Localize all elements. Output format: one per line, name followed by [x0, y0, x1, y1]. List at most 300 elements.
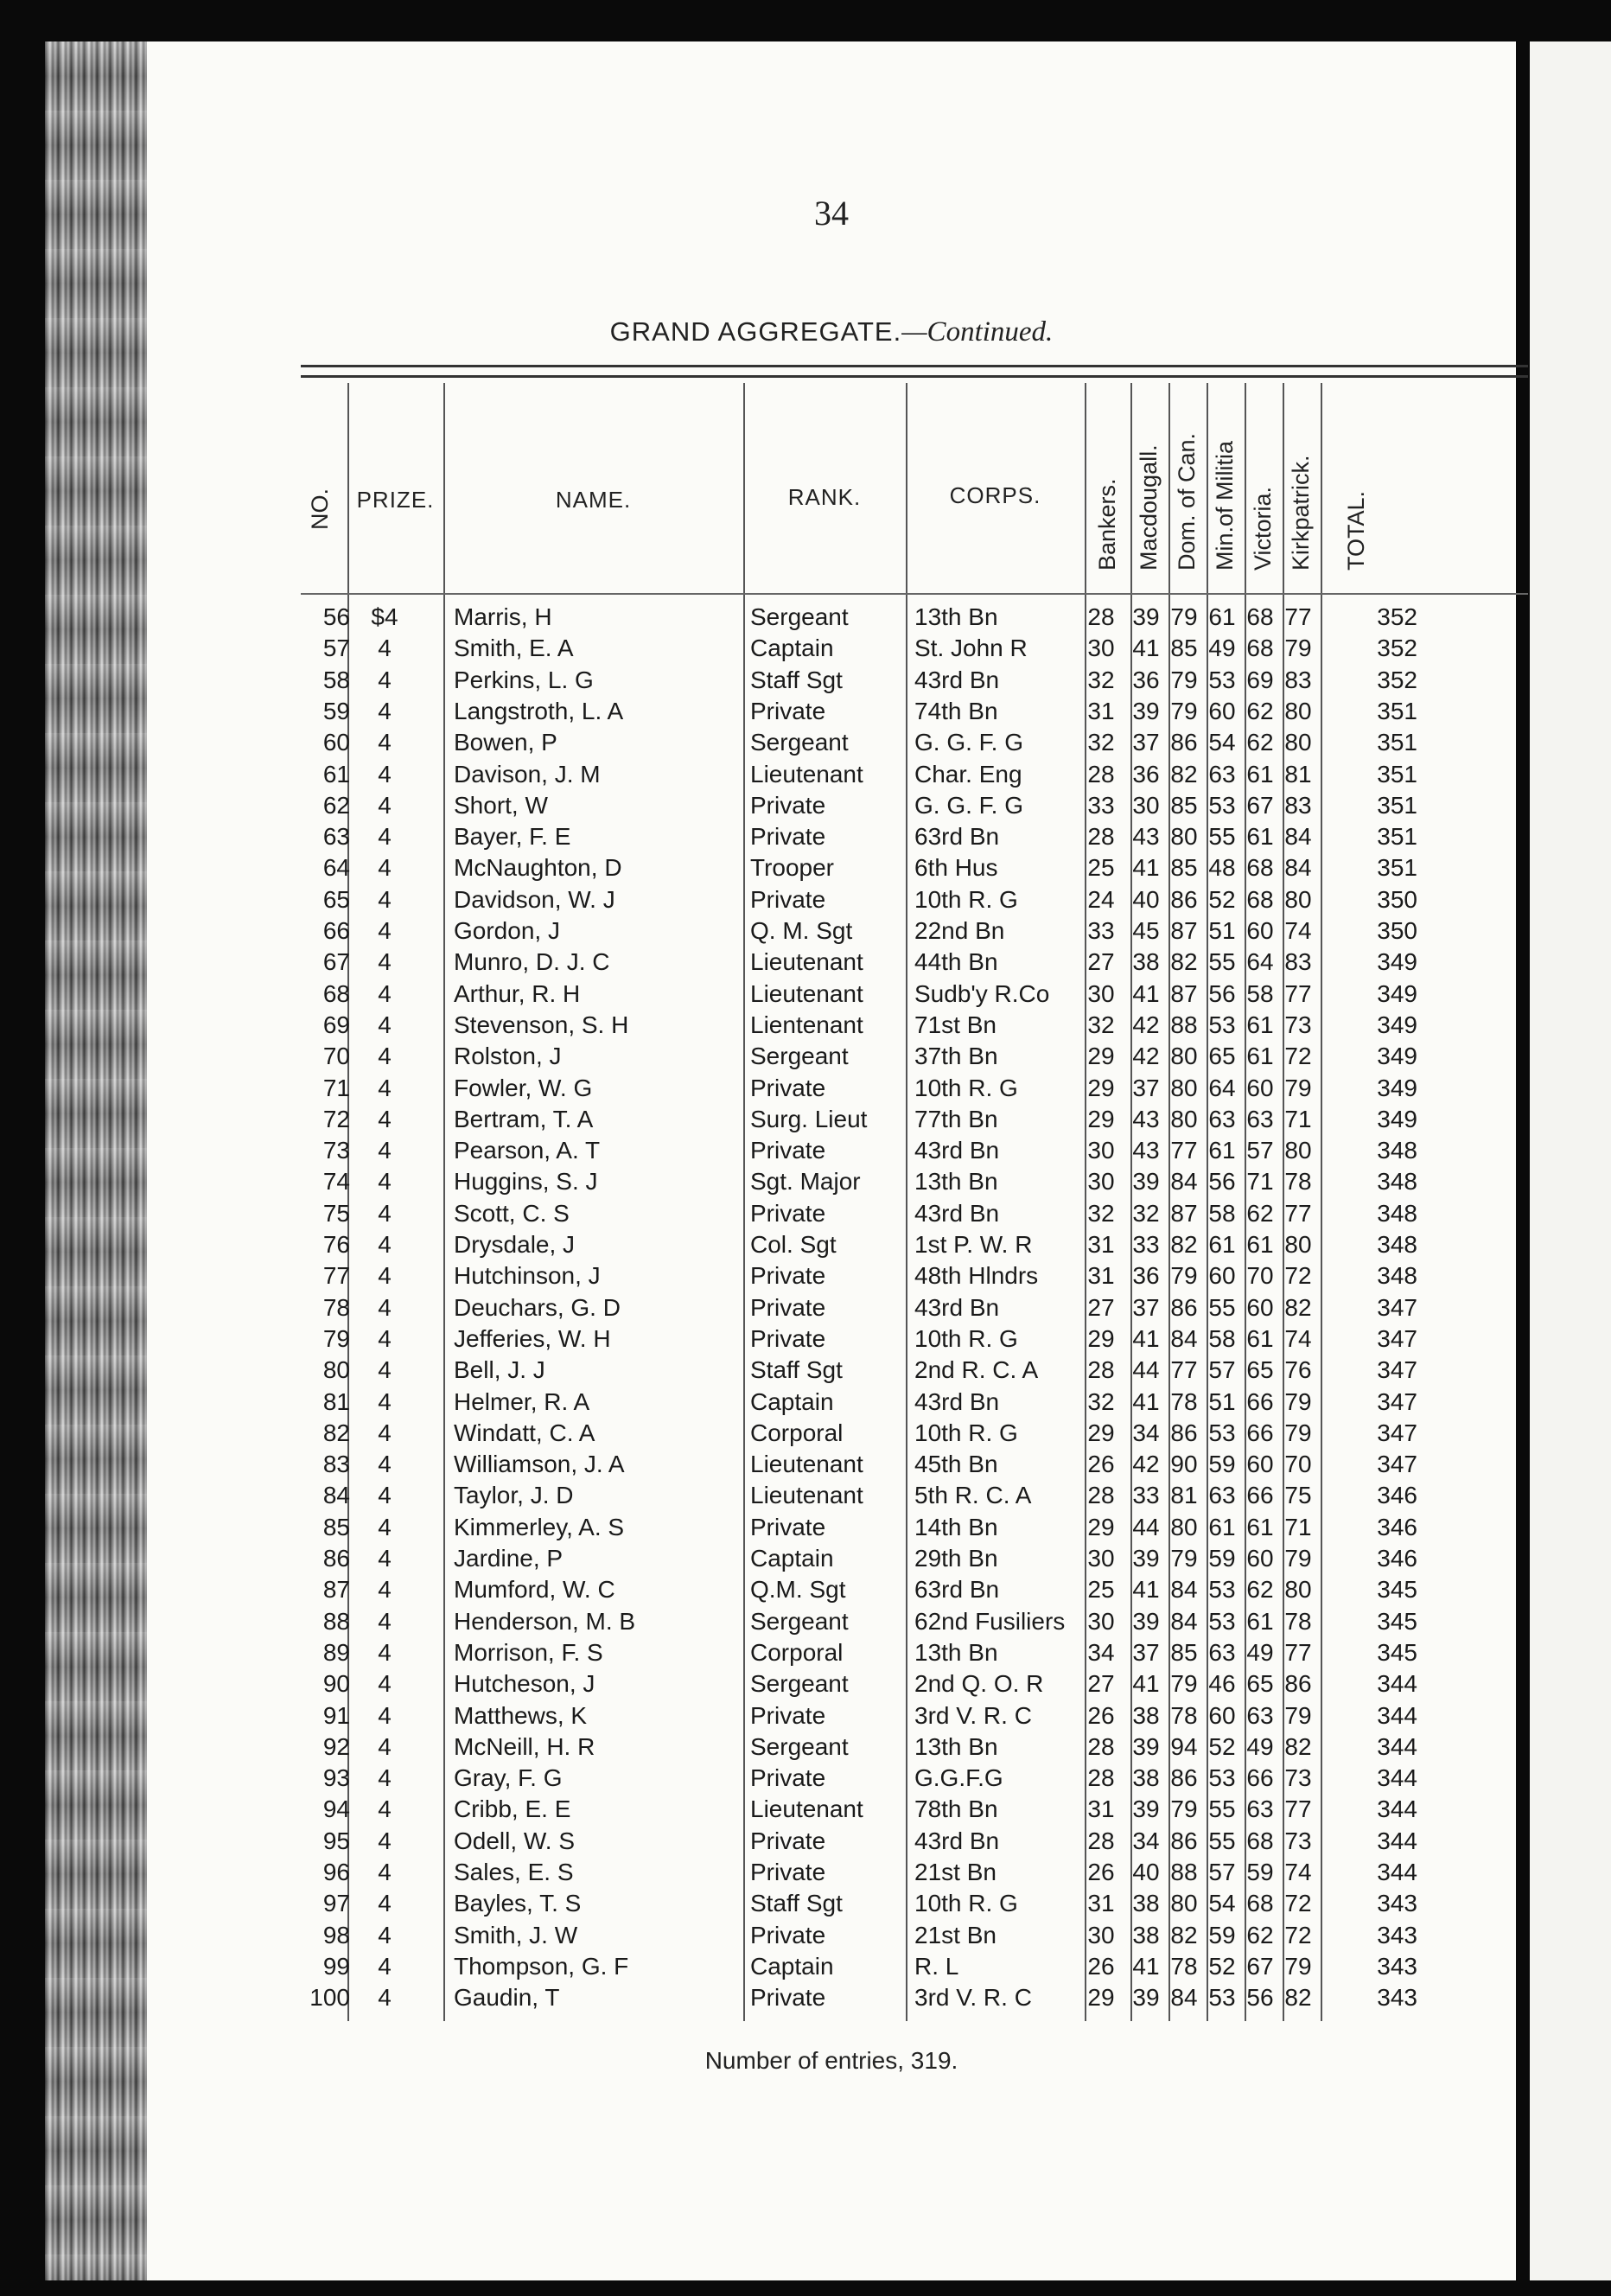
row-corps: G.G.F.G — [914, 1764, 1003, 1792]
row-score-2: 36 — [1132, 760, 1160, 788]
row-corps: 13th Bn — [914, 603, 998, 630]
row-name: Odell, W. S — [454, 1827, 576, 1854]
row-score-3: 79 — [1170, 1262, 1198, 1290]
table-row — [147, 1418, 1516, 1449]
table-row — [147, 1574, 1516, 1605]
row-number: 82 — [322, 1419, 350, 1446]
table-row — [147, 633, 1516, 664]
row-score-5: 62 — [1246, 729, 1274, 756]
row-rank: Sergeant — [750, 603, 849, 630]
row-score-6: 74 — [1284, 917, 1312, 944]
row-prize: 4 — [378, 1701, 392, 1729]
row-prize: 4 — [378, 1043, 392, 1070]
row-score-4: 61 — [1208, 1137, 1236, 1164]
row-name: Perkins, L. G — [454, 666, 594, 693]
row-number: 58 — [322, 666, 350, 693]
row-score-3: 79 — [1170, 1795, 1198, 1823]
row-corps: 78th Bn — [914, 1795, 998, 1823]
row-score-1: 29 — [1087, 1074, 1115, 1101]
row-score-6: 73 — [1284, 1011, 1312, 1038]
row-total: 352 — [1377, 603, 1417, 630]
header-min-of-militia: Min.of Militia — [1212, 440, 1238, 571]
row-prize: 4 — [378, 1545, 392, 1572]
row-number: 94 — [322, 1795, 350, 1823]
row-score-6: 80 — [1284, 1231, 1312, 1258]
row-score-3: 82 — [1170, 1921, 1198, 1948]
row-prize: 4 — [378, 1231, 392, 1258]
row-total: 351 — [1377, 729, 1417, 756]
row-score-3: 86 — [1170, 1827, 1198, 1854]
row-score-4: 53 — [1208, 1011, 1236, 1038]
row-total: 349 — [1377, 1011, 1417, 1038]
table-row — [147, 1920, 1516, 1951]
row-name: Davison, J. M — [454, 760, 601, 788]
header-name: NAME. — [555, 487, 632, 513]
row-score-5: 61 — [1246, 1231, 1274, 1258]
row-rank: Private — [750, 1293, 826, 1321]
row-rank: Surg. Lieut — [750, 1105, 868, 1132]
row-number: 68 — [322, 979, 350, 1007]
row-rank: Staff Sgt — [750, 1356, 843, 1384]
row-score-5: 68 — [1246, 603, 1274, 630]
row-number: 92 — [322, 1732, 350, 1760]
row-score-5: 71 — [1246, 1168, 1274, 1196]
row-score-1: 26 — [1087, 1701, 1115, 1729]
row-score-5: 64 — [1246, 948, 1274, 976]
row-score-4: 49 — [1208, 635, 1236, 662]
row-score-4: 58 — [1208, 1324, 1236, 1352]
row-corps: 44th Bn — [914, 948, 998, 976]
row-score-4: 53 — [1208, 1576, 1236, 1604]
row-score-1: 30 — [1087, 1137, 1115, 1164]
row-number: 97 — [322, 1890, 350, 1917]
row-score-4: 57 — [1208, 1859, 1236, 1885]
row-total: 344 — [1377, 1795, 1417, 1823]
row-score-5: 63 — [1246, 1795, 1274, 1823]
row-score-5: 66 — [1246, 1764, 1274, 1792]
row-score-2: 39 — [1132, 1607, 1160, 1635]
row-score-2: 37 — [1132, 1074, 1160, 1101]
row-corps: Sudb'y R.Co — [914, 979, 1050, 1007]
row-prize: 4 — [378, 1890, 392, 1917]
row-corps: 2nd R. C. A — [914, 1356, 1039, 1384]
table-row — [147, 1637, 1516, 1668]
row-number: 98 — [322, 1921, 350, 1948]
table-row — [147, 1512, 1516, 1543]
row-score-5: 65 — [1246, 1670, 1274, 1698]
row-rank: Captain — [750, 1952, 834, 1980]
table-row — [147, 1010, 1516, 1041]
row-score-2: 44 — [1132, 1513, 1160, 1540]
row-score-4: 60 — [1208, 1262, 1236, 1290]
row-score-3: 82 — [1170, 760, 1198, 788]
row-score-6: 71 — [1284, 1513, 1312, 1540]
row-score-3: 85 — [1170, 1638, 1198, 1666]
row-total: 349 — [1377, 1043, 1417, 1070]
row-total: 347 — [1377, 1293, 1417, 1321]
row-score-6: 79 — [1284, 1952, 1312, 1980]
row-score-2: 38 — [1132, 1764, 1160, 1792]
header-total: TOTAL. — [1343, 490, 1369, 571]
table-row — [147, 1794, 1516, 1825]
row-score-1: 34 — [1087, 1638, 1115, 1666]
row-corps: 2nd Q. O. R — [914, 1670, 1044, 1698]
row-score-3: 80 — [1170, 1074, 1198, 1101]
row-score-6: 86 — [1284, 1670, 1312, 1698]
row-name: Matthews, K — [454, 1701, 588, 1729]
row-score-2: 39 — [1132, 1984, 1160, 2012]
row-score-2: 45 — [1132, 917, 1160, 944]
row-score-5: 68 — [1246, 1890, 1274, 1917]
title-rule-top — [301, 365, 1528, 367]
row-score-5: 62 — [1246, 1921, 1274, 1948]
header-rank: RANK. — [787, 484, 862, 510]
row-score-1: 28 — [1087, 1356, 1115, 1384]
row-prize: 4 — [378, 1387, 392, 1415]
row-score-5: 68 — [1246, 1827, 1274, 1854]
table-row — [147, 1104, 1516, 1135]
row-total: 343 — [1377, 1921, 1417, 1948]
row-score-6: 83 — [1284, 948, 1312, 976]
row-score-5: 61 — [1246, 1513, 1274, 1540]
row-prize: 4 — [378, 854, 392, 882]
row-rank: Lieutenant — [750, 1451, 863, 1478]
row-corps: 74th Bn — [914, 697, 998, 724]
table-row — [147, 1166, 1516, 1197]
table-row — [147, 1888, 1516, 1919]
row-score-4: 46 — [1208, 1670, 1236, 1698]
row-prize: 4 — [378, 1607, 392, 1635]
row-score-6: 75 — [1284, 1482, 1312, 1509]
row-rank: Captain — [750, 1545, 834, 1572]
header-rule — [301, 593, 1528, 595]
table-row — [147, 1606, 1516, 1637]
row-prize: 4 — [378, 1105, 392, 1132]
row-corps: 45th Bn — [914, 1451, 998, 1478]
row-score-6: 79 — [1284, 1545, 1312, 1572]
row-total: 351 — [1377, 760, 1417, 788]
header-victoria: Victoria. — [1250, 486, 1276, 571]
row-number: 67 — [322, 948, 350, 976]
row-total: 344 — [1377, 1732, 1417, 1760]
row-name: Bertram, T. A — [454, 1105, 594, 1132]
row-score-5: 57 — [1246, 1137, 1274, 1164]
row-total: 344 — [1377, 1859, 1417, 1885]
row-name: Kimmerley, A. S — [454, 1513, 625, 1540]
table-row — [147, 727, 1516, 758]
row-rank: Col. Sgt — [750, 1231, 837, 1258]
row-number: 85 — [322, 1513, 350, 1540]
row-number: 84 — [322, 1482, 350, 1509]
row-number: 57 — [322, 635, 350, 662]
row-score-1: 32 — [1087, 729, 1115, 756]
row-total: 345 — [1377, 1638, 1417, 1666]
row-rank: Corporal — [750, 1638, 844, 1666]
row-corps: 48th Hlndrs — [914, 1262, 1039, 1290]
row-score-1: 31 — [1087, 1231, 1115, 1258]
row-rank: Private — [750, 823, 826, 851]
row-prize: 4 — [378, 1795, 392, 1823]
row-name: Morrison, F. S — [454, 1638, 603, 1666]
row-score-1: 32 — [1087, 1387, 1115, 1415]
row-score-5: 61 — [1246, 823, 1274, 851]
row-score-1: 29 — [1087, 1105, 1115, 1132]
row-corps: 29th Bn — [914, 1545, 998, 1572]
row-score-5: 70 — [1246, 1262, 1274, 1290]
row-rank: Private — [750, 1137, 826, 1164]
table-row — [147, 1763, 1516, 1794]
row-score-2: 41 — [1132, 1576, 1160, 1604]
row-score-4: 55 — [1208, 1293, 1236, 1321]
row-number: 78 — [322, 1293, 350, 1321]
row-score-5: 65 — [1246, 1356, 1274, 1384]
row-name: Bell, J. J — [454, 1356, 545, 1384]
table-row — [147, 852, 1516, 883]
row-total: 344 — [1377, 1670, 1417, 1698]
row-score-2: 33 — [1132, 1231, 1160, 1258]
row-rank: Captain — [750, 635, 834, 662]
row-score-2: 30 — [1132, 791, 1160, 819]
row-score-3: 77 — [1170, 1137, 1198, 1164]
row-score-4: 53 — [1208, 1764, 1236, 1792]
row-prize: 4 — [378, 1451, 392, 1478]
row-number: 72 — [322, 1105, 350, 1132]
row-score-6: 79 — [1284, 1074, 1312, 1101]
table-row — [147, 1135, 1516, 1166]
row-prize: 4 — [378, 1482, 392, 1509]
row-corps: 43rd Bn — [914, 1387, 1000, 1415]
row-number: 81 — [322, 1387, 350, 1415]
page-number: 34 — [814, 194, 849, 233]
row-score-2: 34 — [1132, 1419, 1160, 1446]
row-score-2: 41 — [1132, 979, 1160, 1007]
row-prize: 4 — [378, 979, 392, 1007]
row-score-1: 32 — [1087, 1011, 1115, 1038]
row-score-1: 26 — [1087, 1451, 1115, 1478]
row-total: 352 — [1377, 666, 1417, 693]
row-score-4: 53 — [1208, 666, 1236, 693]
row-prize: 4 — [378, 823, 392, 851]
row-score-2: 42 — [1132, 1043, 1160, 1070]
row-score-2: 33 — [1132, 1482, 1160, 1509]
row-total: 348 — [1377, 1137, 1417, 1164]
row-number: 99 — [322, 1952, 350, 1980]
row-score-4: 65 — [1208, 1043, 1236, 1070]
row-prize: 4 — [378, 1638, 392, 1666]
table-row — [147, 1260, 1516, 1292]
row-rank: Private — [750, 1984, 826, 2012]
row-score-6: 72 — [1284, 1043, 1312, 1070]
row-score-6: 74 — [1284, 1859, 1312, 1885]
row-score-1: 30 — [1087, 1168, 1115, 1196]
row-rank: Sergeant — [750, 1043, 849, 1070]
row-score-1: 28 — [1087, 1482, 1115, 1509]
table-row — [147, 947, 1516, 978]
row-score-5: 66 — [1246, 1419, 1274, 1446]
row-score-1: 29 — [1087, 1513, 1115, 1540]
row-number: 95 — [322, 1827, 350, 1854]
row-score-1: 28 — [1087, 603, 1115, 630]
row-score-4: 59 — [1208, 1921, 1236, 1948]
row-number: 66 — [322, 917, 350, 944]
table-row — [147, 1292, 1516, 1323]
row-rank: Sgt. Major — [750, 1168, 861, 1196]
row-score-1: 33 — [1087, 917, 1115, 944]
row-score-1: 28 — [1087, 1732, 1115, 1760]
row-score-5: 56 — [1246, 1984, 1274, 2012]
table-row — [147, 915, 1516, 947]
row-rank: Sergeant — [750, 1732, 849, 1760]
row-score-3: 87 — [1170, 917, 1198, 944]
row-score-3: 88 — [1170, 1859, 1198, 1885]
row-score-5: 60 — [1246, 917, 1274, 944]
row-score-5: 66 — [1246, 1482, 1274, 1509]
row-rank: Corporal — [750, 1419, 844, 1446]
row-score-2: 37 — [1132, 729, 1160, 756]
row-corps: 3rd V. R. C — [914, 1701, 1032, 1729]
row-score-5: 62 — [1246, 1576, 1274, 1604]
row-score-3: 87 — [1170, 979, 1198, 1007]
row-score-4: 53 — [1208, 1984, 1236, 2012]
row-prize: 4 — [378, 1732, 392, 1760]
row-total: 346 — [1377, 1545, 1417, 1572]
row-rank: Private — [750, 1921, 826, 1948]
row-score-4: 54 — [1208, 729, 1236, 756]
row-corps: 43rd Bn — [914, 1137, 1000, 1164]
row-score-5: 61 — [1246, 1011, 1274, 1038]
row-score-3: 82 — [1170, 1231, 1198, 1258]
row-rank: Q.M. Sgt — [750, 1576, 846, 1604]
row-score-5: 49 — [1246, 1638, 1274, 1666]
row-prize: 4 — [378, 729, 392, 756]
table-row — [147, 759, 1516, 790]
row-total: 343 — [1377, 1890, 1417, 1917]
row-score-2: 39 — [1132, 1168, 1160, 1196]
row-number: 64 — [322, 854, 350, 882]
row-score-3: 86 — [1170, 1764, 1198, 1792]
row-rank: Private — [750, 1513, 826, 1540]
row-corps: 77th Bn — [914, 1105, 998, 1132]
row-total: 346 — [1377, 1513, 1417, 1540]
row-total: 346 — [1377, 1482, 1417, 1509]
row-score-3: 81 — [1170, 1482, 1198, 1509]
row-rank: Sergeant — [750, 1607, 849, 1635]
row-score-5: 61 — [1246, 1043, 1274, 1070]
row-total: 347 — [1377, 1324, 1417, 1352]
row-score-2: 38 — [1132, 948, 1160, 976]
row-corps: 6th Hus — [914, 854, 998, 882]
table-row — [147, 1543, 1516, 1574]
row-total: 348 — [1377, 1231, 1417, 1258]
row-score-4: 51 — [1208, 1387, 1236, 1415]
table-row — [147, 1198, 1516, 1229]
row-score-6: 80 — [1284, 1137, 1312, 1164]
row-score-2: 43 — [1132, 1137, 1160, 1164]
row-name: Short, W — [454, 791, 548, 819]
row-score-3: 84 — [1170, 1168, 1198, 1196]
row-score-5: 68 — [1246, 854, 1274, 882]
row-score-3: 90 — [1170, 1451, 1198, 1478]
row-score-2: 38 — [1132, 1921, 1160, 1948]
row-corps: 10th R. G — [914, 1419, 1018, 1446]
row-score-3: 78 — [1170, 1701, 1198, 1729]
row-score-6: 84 — [1284, 854, 1312, 882]
row-score-4: 52 — [1208, 1952, 1236, 1980]
row-score-2: 43 — [1132, 1105, 1160, 1132]
row-total: 349 — [1377, 1105, 1417, 1132]
table-row — [147, 696, 1516, 727]
header-kirkpatrick: Kirkpatrick. — [1288, 455, 1314, 571]
row-score-5: 67 — [1246, 1952, 1274, 1980]
row-name: Pearson, A. T — [454, 1137, 601, 1164]
row-score-2: 37 — [1132, 1638, 1160, 1666]
row-score-4: 52 — [1208, 1732, 1236, 1760]
row-score-1: 28 — [1087, 760, 1115, 788]
row-rank: Private — [750, 1859, 826, 1885]
row-corps: 43rd Bn — [914, 1827, 1000, 1854]
row-name: Cribb, E. E — [454, 1795, 571, 1823]
row-prize: 4 — [378, 1859, 392, 1885]
row-number: 60 — [322, 729, 350, 756]
row-score-1: 29 — [1087, 1984, 1115, 2012]
row-number: 86 — [322, 1545, 350, 1572]
row-score-4: 57 — [1208, 1356, 1236, 1384]
row-score-5: 59 — [1246, 1859, 1274, 1885]
row-score-2: 32 — [1132, 1199, 1160, 1227]
row-score-3: 86 — [1170, 1293, 1198, 1321]
row-corps: 13th Bn — [914, 1168, 998, 1196]
row-score-6: 80 — [1284, 885, 1312, 913]
row-total: 344 — [1377, 1827, 1417, 1854]
header-corps: CORPS. — [949, 482, 1041, 508]
row-score-1: 29 — [1087, 1324, 1115, 1352]
row-score-1: 31 — [1087, 697, 1115, 724]
row-score-4: 64 — [1208, 1074, 1236, 1101]
row-name: Thompson, G. F — [454, 1952, 629, 1980]
row-score-3: 85 — [1170, 635, 1198, 662]
table-row — [147, 884, 1516, 915]
row-score-6: 80 — [1284, 729, 1312, 756]
row-score-2: 41 — [1132, 1670, 1160, 1698]
row-score-4: 61 — [1208, 603, 1236, 630]
row-score-4: 63 — [1208, 1105, 1236, 1132]
row-score-1: 24 — [1087, 885, 1115, 913]
row-score-3: 77 — [1170, 1356, 1198, 1384]
row-name: McNaughton, D — [454, 854, 622, 882]
row-total: 343 — [1377, 1952, 1417, 1980]
row-score-3: 79 — [1170, 666, 1198, 693]
row-name: Hutchinson, J — [454, 1262, 601, 1290]
row-name: Marris, H — [454, 603, 552, 630]
row-score-2: 39 — [1132, 1545, 1160, 1572]
table-row — [147, 1951, 1516, 1982]
row-score-4: 54 — [1208, 1890, 1236, 1917]
table-row — [147, 1041, 1516, 1072]
table-row — [147, 1073, 1516, 1104]
row-score-4: 61 — [1208, 1513, 1236, 1540]
row-rank: Private — [750, 791, 826, 819]
row-score-3: 85 — [1170, 791, 1198, 819]
row-score-5: 62 — [1246, 1199, 1274, 1227]
row-corps: Char. Eng — [914, 760, 1022, 788]
row-name: Smith, E. A — [454, 635, 574, 662]
row-rank: Staff Sgt — [750, 666, 843, 693]
header-no: NO. — [307, 488, 333, 530]
row-name: Gordon, J — [454, 917, 560, 944]
table-row — [147, 821, 1516, 852]
row-score-5: 60 — [1246, 1074, 1274, 1101]
row-rank: Sergeant — [750, 1670, 849, 1698]
